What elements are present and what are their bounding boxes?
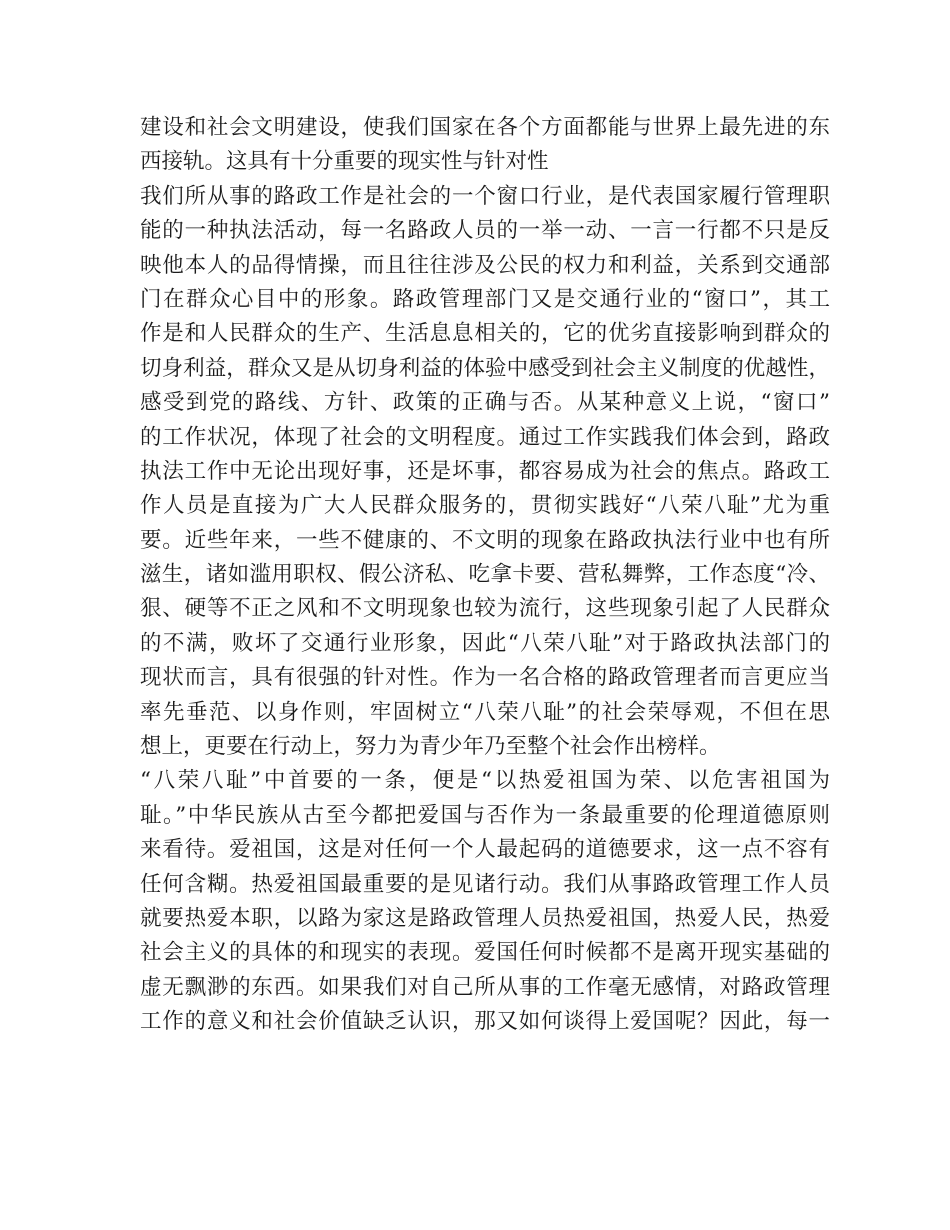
text-line: 感受到党的路线、方针、政策的正确与否。从某种意义上说，“窗口” xyxy=(140,390,830,416)
text-line: 能的一种执法活动，每一名路政人员的一举一动、一言一行都不只是反 xyxy=(140,218,830,244)
text-line: 虚无飘渺的东西。如果我们对自己所从事的工作毫无感情，对路政管理 xyxy=(140,974,830,1000)
text-line: 执法工作中无论出现好事，还是坏事，都容易成为社会的焦点。路政工 xyxy=(140,458,830,484)
text-line: 现状而言，具有很强的针对性。作为一名合格的路政管理者而言更应当 xyxy=(140,665,830,691)
text-line: 工作的意义和社会价值缺乏认识，那又如何谈得上爱国呢？因此，每一 xyxy=(140,1009,830,1035)
text-line: 的不满，败坏了交通行业形象，因此“八荣八耻”对于路政执法部门的 xyxy=(140,630,830,656)
text-line: 率先垂范、以身作则，牢固树立“八荣八耻”的社会荣辱观，不但在思 xyxy=(140,699,830,725)
document-body-text xyxy=(140,111,830,1040)
text-line: 就要热爱本职，以路为家这是路政管理人员热爱祖国，热爱人民，热爱 xyxy=(140,905,830,931)
text-line: 来看待。爱祖国，这是对任何一个人最起码的道德要求，这一点不容有 xyxy=(140,837,830,863)
text-line: 社会主义的具体的和现实的表现。爱国任何时候都不是离开现实基础的 xyxy=(140,940,830,966)
text-line: “八荣八耻”中首要的一条，便是“以热爱祖国为荣、以危害祖国为 xyxy=(140,768,830,794)
text-line: 作是和人民群众的生产、生活息息相关的，它的优劣直接影响到群众的 xyxy=(140,321,830,347)
text-line: 切身利益，群众又是从切身利益的体验中感受到社会主义制度的优越性， xyxy=(140,355,830,381)
text-line: 的工作状况，体现了社会的文明程度。通过工作实践我们体会到，路政 xyxy=(140,424,830,450)
text-line: 西接轨。这具有十分重要的现实性与针对性 xyxy=(140,149,549,175)
text-line: 作人员是直接为广大人民群众服务的，贯彻实践好“八荣八耻”尤为重 xyxy=(140,493,830,519)
text-line: 我们所从事的路政工作是社会的一个窗口行业，是代表国家履行管理职 xyxy=(140,183,830,209)
text-line: 狠、硬等不正之风和不文明现象也较为流行，这些现象引起了人民群众 xyxy=(140,596,830,622)
text-line: 映他本人的品得情操，而且往往涉及公民的权力和利益，关系到交通部 xyxy=(140,252,830,278)
text-line: 想上，更要在行动上，努力为青少年乃至整个社会作出榜样。 xyxy=(140,734,721,760)
text-line: 要。近些年来，一些不健康的、不文明的现象在路政执法行业中也有所 xyxy=(140,527,830,553)
text-line: 门在群众心目中的形象。路政管理部门又是交通行业的“窗口”，其工 xyxy=(140,286,830,312)
text-line: 滋生，诸如滥用职权、假公济私、吃拿卡要、营私舞弊，工作态度“冷、 xyxy=(140,562,830,588)
text-line: 建设和社会文明建设，使我们国家在各个方面都能与世界上最先进的东 xyxy=(140,115,830,140)
text-line: 耻。”中华民族从古至今都把爱国与否作为一条最重要的伦理道德原则 xyxy=(140,802,830,828)
text-line: 任何含糊。热爱祖国最重要的是见诸行动。我们从事路政管理工作人员 xyxy=(140,871,830,897)
